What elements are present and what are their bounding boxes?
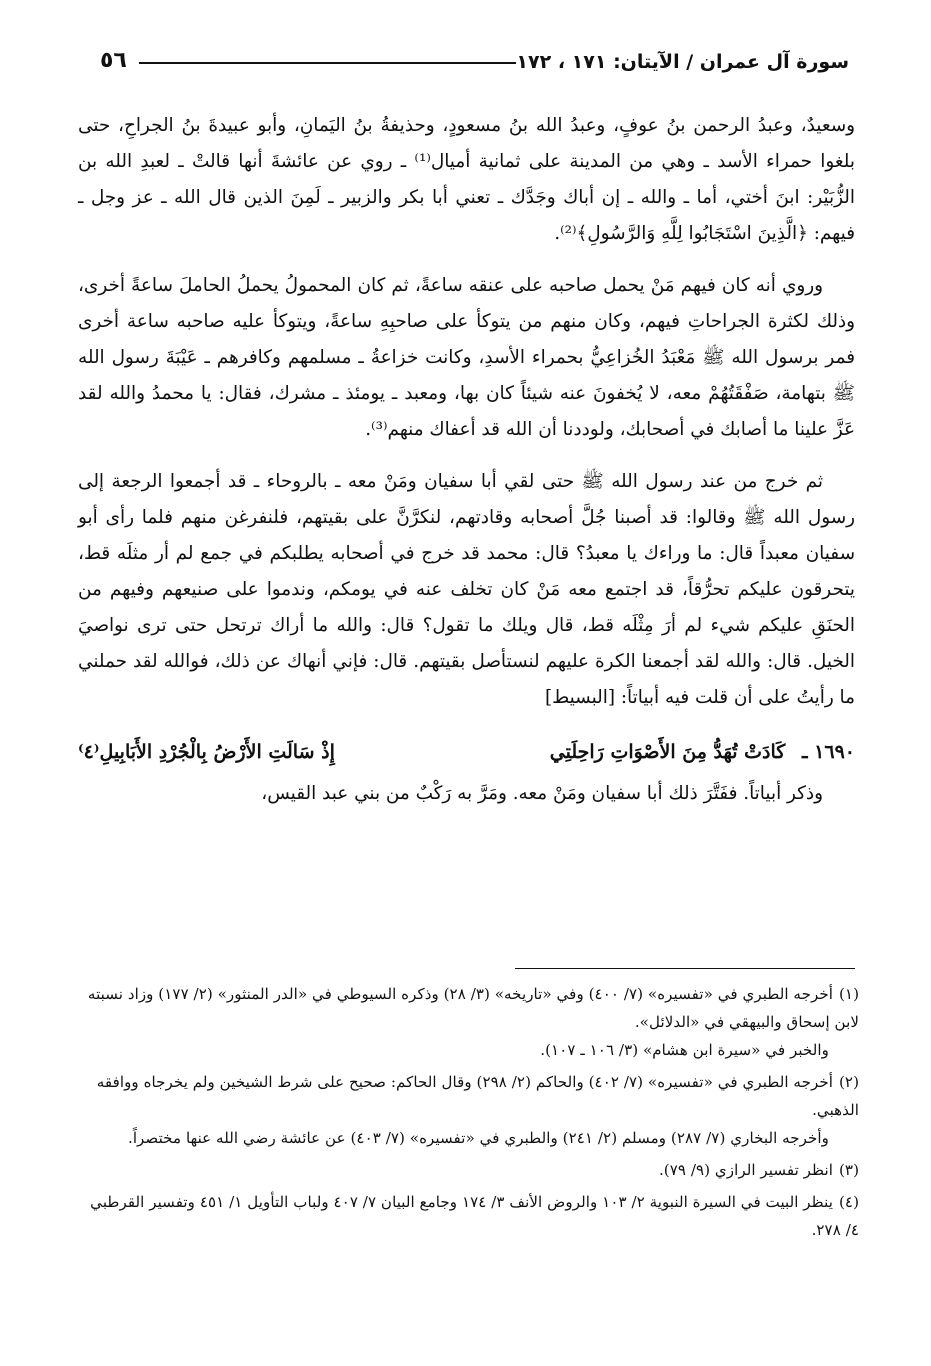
footnote-4-label: (٤) <box>838 1193 859 1211</box>
footnote-3-text: انظر تفسير الرازي (٩/ ٧٩). <box>658 1161 833 1179</box>
paragraph-1: وسعيدٌ، وعبدُ الرحمن بنُ عوفٍ، وعبدُ الله بنُ مسعودٍ، وحذيفةُ بنُ اليَمانِ، وأبو عبيدةَ بنُ الجراحِ، حتى بلغوا حمراء الأسد ـ وهي من المدينة على ثمانية أميال⁽¹⁾ ـ روي عن عائشةَ أنها قالتْ ـ لعبدِ الله بن الزُّبَيْر: ابنَ أختي، أما ـ والله ـ إن أباك وجَدَّك ـ تعني أبا بكر والزبير ـ لَمِنَ الذين قال الله ـ عز وجل ـ فيهم: ﴿الَّذِينَ اسْتَجَابُوا لِلَّهِ وَالرَّسُولِ﴾⁽²⁾. <box>78 115 855 244</box>
running-title: سورة آل عمران / الآيتان: ١٧١ ، ١٧٢ <box>516 51 849 73</box>
paragraph-3: ثم خرج من عند رسول الله ﷺ حتى لقي أبا سفيان ومَنْ معه ـ بالروحاء ـ قد أجمعوا الرجعة إلى رسول الله ﷺ وقالوا: قد أصبنا جُلَّ أصحابه وقادتهم، لنكرَّنَّ على بقيتهم، فلنفرغن منهم فلما رأى أبو سفيان معبداً قال: ما وراءك يا معبدُ؟ قال: محمد قد خرج في أصحابه يطلبكم في جمع لم أر مثلَه قط، يتحرقون عليكم تحرُّقاً، قد اجتمع معه مَنْ كان تخلف عنه في يومكم، وندموا على صنيعهم وفيهم من الحنَقِ عليكم شيء لم أرَ مِثْلَه قط، قال ويلك ما تقول؟ قال: والله ما أراك ترتحل حتى ترى نواصيَ الخيل. قال: والله لقد أجمعنا الكرة عليهم لنستأصل بقيتهم. قال: فإني أنهاك عن ذلك، فوالله لقد حملني ما رأيتُ على أن قلت فيه أبياتاً: [البسيط] <box>78 471 855 708</box>
footnote-2-label: (٢) <box>838 1073 859 1091</box>
footnotes <box>82 980 859 1248</box>
page-number: ٥٦ <box>100 48 127 73</box>
header-rule <box>139 62 517 64</box>
page-header <box>86 36 849 72</box>
footnote-3 <box>82 1156 859 1184</box>
verse-number: ١٦٩٠ ـ <box>801 741 855 763</box>
footnote-1 <box>82 980 859 1064</box>
footnote-3-label: (٣) <box>838 1161 859 1179</box>
footnote-2 <box>82 1068 859 1152</box>
poem-verse <box>78 734 855 770</box>
paragraph-after-verse: وذكر أبياتاً. ففَتَّرَ ذلك أبا سفيان ومَنْ معه. ومَرَّ به رَكْبٌ من بني عبد القيس، <box>261 783 823 804</box>
footnote-4-text: ينظر البيت في السيرة النبوية ٢/ ١٠٣ والروض الأنف ٣/ ١٧٤ وجامع البيان ٧/ ٤٠٧ ولباب التأويل ١/ ٤٥١ وتفسير القرطبي ٤/ ٢٧٨. <box>90 1193 859 1239</box>
footnote-1-extra: والخبر في «سيرة ابن هشام» (٣/ ١٠٦ ـ ١٠٧). <box>540 1041 829 1059</box>
footnote-1-label: (١) <box>838 985 859 1003</box>
verse-first-half <box>550 734 855 770</box>
footnote-2-text: أخرجه الطبري في «تفسيره» (٧/ ٤٠٢) والحاكم (٢/ ٢٩٨) وقال الحاكم: صحيح على شرط الشيخين ولم يخرجاه ووافقه الذهبي. <box>96 1073 859 1119</box>
footnote-4 <box>82 1188 859 1244</box>
footnote-2-extra: وأخرجه البخاري (٧/ ٢٨٧) ومسلم (٢/ ٢٤١) والطبري في «تفسيره» (٧/ ٤٠٣) عن عائشة رضي الله عنها مختصراً. <box>128 1129 829 1147</box>
footnote-1-text: أخرجه الطبري في «تفسيره» (٧/ ٤٠٠) وفي «تاريخه» (٣/ ٢٨) وذكره السيوطي في «الدر المنثور» (٢/ ١٧٧) وزاد نسبته لابن إسحاق والبيهقي في «الدلائل». <box>87 985 859 1031</box>
verse-hemistich-1: كَادَتْ تُهَدُّ مِنَ الأَصْوَاتِ رَاحِلَتِي <box>549 741 786 763</box>
main-text <box>78 108 855 830</box>
verse-hemistich-2: إِذْ سَالَتِ الأَرْضُ بِالْجُرْدِ الأَبَابِيلِ⁽٤⁾ <box>78 741 335 763</box>
footnote-separator <box>515 968 855 969</box>
paragraph-2: وروي أنه كان فيهم مَنْ يحمل صاحبه على عنقه ساعةً، ثم كان المحمولُ يحملُ الحاملَ ساعةً أخرى، وذلك لكثرة الجراحاتِ فيهم، وكان منهم من يتوكأ على صاحبِهِ ساعةً، ويتوكأ عليه صاحبه ساعة أخرى فمر برسول الله ﷺ مَعْبَدُ الخُزاعِيُّ بحمراء الأسدِ، وكانت خزاعةُ ـ مسلمهم وكافرهم ـ عَيْبَةَ رسول الله ﷺ بتهامة، صَفْقَتُهُمْ معه، لا يُخفونَ عنه شيئاً كان بها، ومعبد ـ يومئذ ـ مشرك، فقال: يا محمدُ والله لقد عَزَّ علينا ما أصابك في أصحابك، ولوددنا أن الله قد أعفاك منهم⁽³⁾. <box>78 275 855 440</box>
